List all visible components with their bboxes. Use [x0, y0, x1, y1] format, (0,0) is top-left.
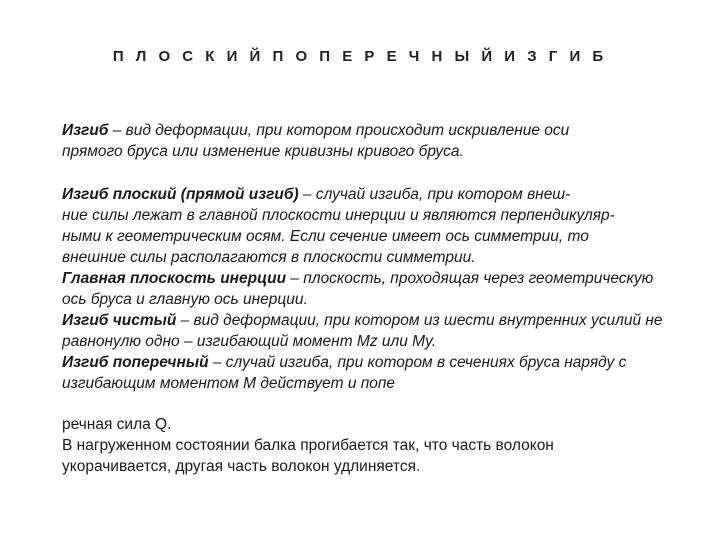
- text: – случай изгиба, при котором в сечениях бруса наряду с: [208, 354, 627, 371]
- definitions-block: [62, 184, 692, 394]
- text-line: укорачивается, другая часть волокон удлиняется.: [62, 458, 421, 475]
- text-line: изгибающим моментом M действует и попе: [62, 375, 396, 392]
- term: Изгиб поперечный: [62, 354, 209, 371]
- text-line: ние силы лежат в главной плоскости инерции и являются перпендикуляр-: [62, 207, 615, 224]
- text-line: речная сила Q.: [62, 416, 172, 433]
- page-title: П Л О С К И Й П О П Е Р Е Ч Н Ы Й И З Г И Б: [112, 48, 608, 65]
- text-line: [62, 120, 692, 141]
- continuation-block: [62, 414, 692, 477]
- text-line: [62, 184, 692, 205]
- text-line: равнонулю одно – изгибающий момент Mz или My.: [62, 333, 436, 350]
- term: Изгиб плоский (прямой изгиб): [62, 186, 299, 203]
- term: Главная плоскость инерции: [62, 270, 287, 287]
- term: Изгиб чистый: [62, 312, 177, 329]
- text: – вид деформации, при котором из шести внутренних усилий не: [176, 312, 663, 329]
- text-line: ными к геометрическим осям. Если сечение имеет ось симметрии, то: [62, 228, 589, 245]
- text-line: внешние силы располагаются в плоскости симметрии.: [62, 249, 476, 266]
- text: – вид деформации, при котором происходит искривление оси: [108, 122, 570, 139]
- term: Изгиб: [62, 122, 109, 139]
- text-line: В нагруженном состоянии балка прогибается так, что часть волокон: [62, 437, 554, 454]
- text-line: [62, 268, 692, 289]
- text-line: [62, 352, 692, 373]
- text-line: ось бруса и главную ось инерции.: [62, 291, 308, 308]
- text: – плоскость, проходящая через геометрическую: [286, 270, 654, 287]
- text-line: [62, 310, 692, 331]
- text: – случай изгиба, при котором внеш-: [298, 186, 571, 203]
- definition-bending: [62, 120, 692, 162]
- text-line: прямого бруса или изменение кривизны кривого бруса.: [62, 143, 464, 160]
